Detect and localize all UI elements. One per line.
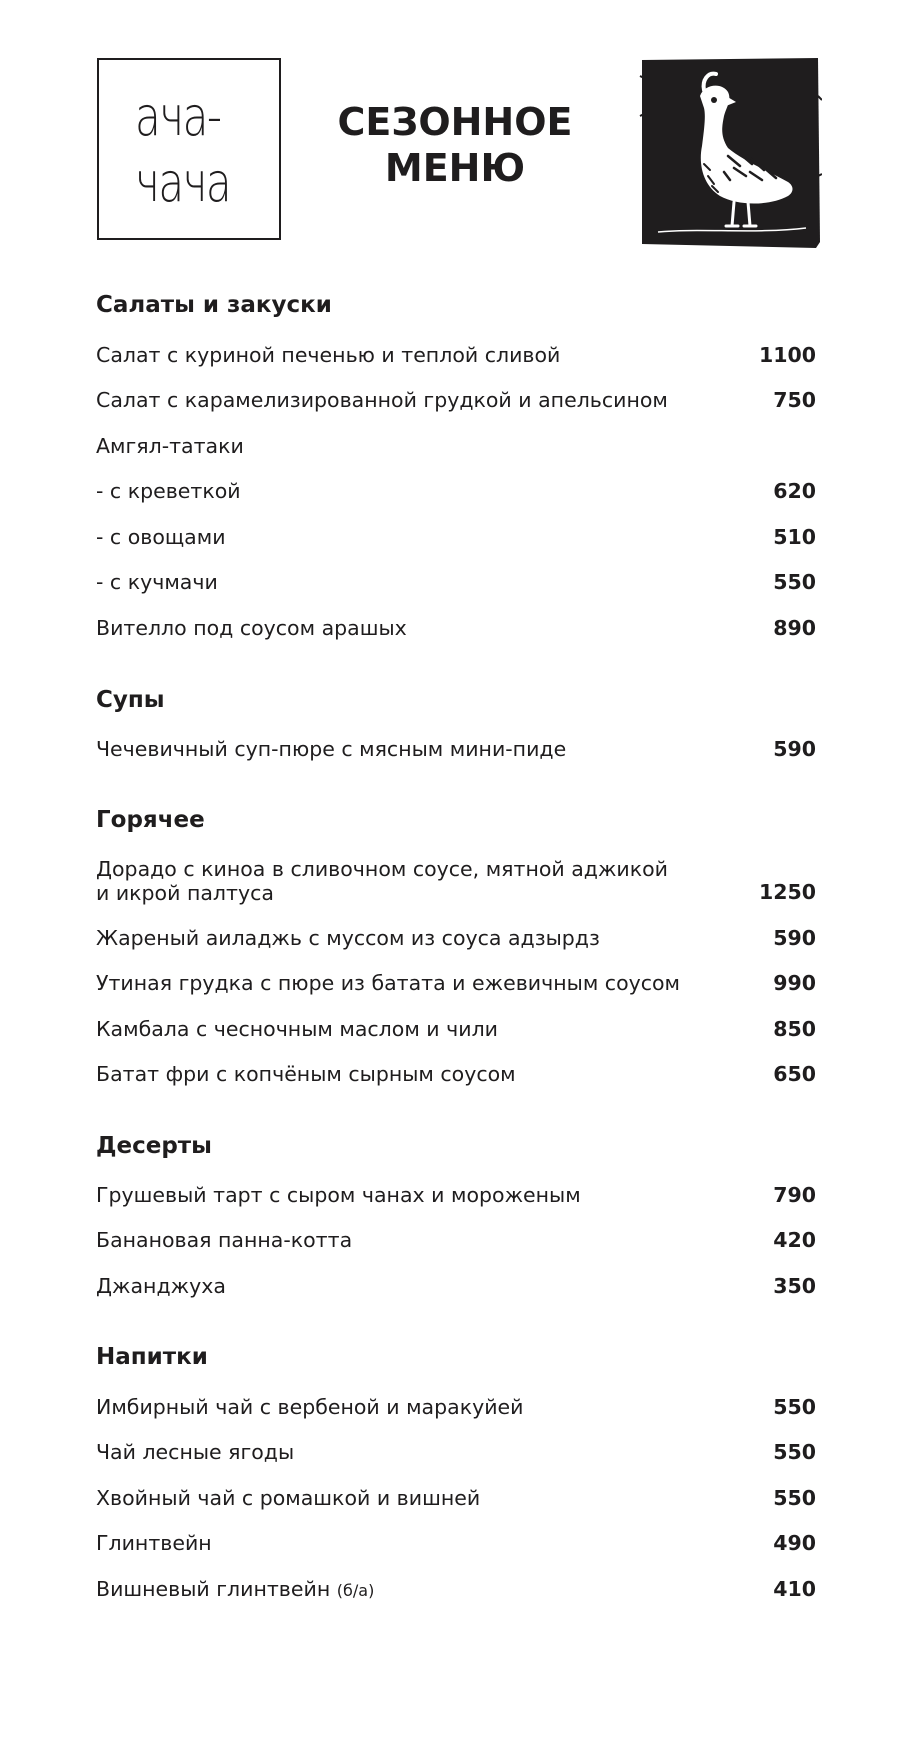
section-title-drinks: Напитки	[96, 1344, 208, 1370]
menu-item-name-line-1: Дорадо с киноа в сливочном соусе, мятной аджикой	[96, 857, 668, 881]
menu-item-price: 550	[773, 1486, 816, 1510]
menu-item-name: Чай лесные ягоды	[96, 1440, 295, 1464]
menu-item-note: (б/а)	[336, 1581, 375, 1600]
menu-item-price: 550	[773, 1395, 816, 1419]
menu-item-price: 550	[773, 1440, 816, 1464]
menu-item-price: 1100	[758, 343, 816, 367]
menu-item-price: 590	[773, 737, 816, 761]
menu-item-price: 350	[773, 1274, 816, 1298]
menu-item-price: 590	[773, 926, 816, 950]
menu-item-name-line-2: и икрой палтуса	[96, 880, 274, 905]
menu-item-name: Амгял-татаки	[96, 434, 244, 458]
menu-item-price: 550	[773, 570, 816, 594]
menu-item-name	[96, 1579, 374, 1600]
quail-illustration	[638, 56, 822, 250]
menu-item-name: Имбирный чай с вербеной и маракуйей	[96, 1395, 524, 1419]
restaurant-logo	[97, 58, 281, 240]
menu-item-name: Жареный аиладжь с муссом из соуса адзырдз	[96, 926, 600, 950]
section-title-salads: Салаты и закуски	[96, 292, 332, 318]
menu-item-name: Банановая панна-котта	[96, 1228, 353, 1252]
menu-item-name: Салат с карамелизированной грудкой и апельсином	[96, 388, 668, 412]
section-title-desserts: Десерты	[96, 1133, 212, 1159]
menu-item-name: Чечевичный суп-пюре с мясным мини-пиде	[96, 737, 567, 761]
menu-item-name: Джанджуха	[96, 1274, 226, 1298]
menu-title-line-1: СЕЗОННОЕ	[337, 100, 573, 144]
menu-title-line-2: МЕНЮ	[384, 145, 526, 190]
menu-item-name: Глинтвейн	[96, 1531, 212, 1555]
menu-item-name: Вителло под соусом арашых	[96, 616, 407, 640]
menu-item-name: Утиная грудка с пюре из батата и ежевичным соусом	[96, 971, 681, 995]
section-title-hot: Горячее	[96, 807, 205, 833]
menu-item-name: Камбала с чесночным маслом и чили	[96, 1017, 499, 1041]
menu-item-price: 890	[773, 616, 816, 640]
menu-item-name-text: Вишневый глинтвейн	[96, 1577, 331, 1601]
logo-line-2: чача	[135, 151, 231, 214]
menu-item-name: - с овощами	[96, 525, 226, 549]
menu-item-price: 750	[773, 388, 816, 412]
menu-item-price: 510	[773, 525, 816, 549]
logo-line-1: ача-	[135, 85, 221, 148]
menu-item-price: 620	[773, 479, 816, 503]
menu-item-price: 850	[773, 1017, 816, 1041]
menu-item-price: 420	[773, 1228, 816, 1252]
menu-item-name	[96, 858, 668, 905]
menu-title	[330, 100, 580, 191]
menu-item-price: 410	[773, 1577, 816, 1601]
section-title-soups: Супы	[96, 687, 165, 713]
menu-item-price: 790	[773, 1183, 816, 1207]
menu-item-name: Салат с куриной печенью и теплой сливой	[96, 343, 561, 367]
menu-item-price: 490	[773, 1531, 816, 1555]
menu-item-price: 650	[773, 1062, 816, 1086]
menu-item-price: 1250	[758, 880, 816, 904]
menu-item-price: 990	[773, 971, 816, 995]
menu-item-name: - с кучмачи	[96, 570, 218, 594]
menu-item-name: Хвойный чай с ромашкой и вишней	[96, 1486, 481, 1510]
menu-item-name: - с креветкой	[96, 479, 241, 503]
menu-item-name: Грушевый тарт с сыром чанах и мороженым	[96, 1183, 581, 1207]
menu-item-name: Батат фри с копчёным сырным соусом	[96, 1062, 516, 1086]
